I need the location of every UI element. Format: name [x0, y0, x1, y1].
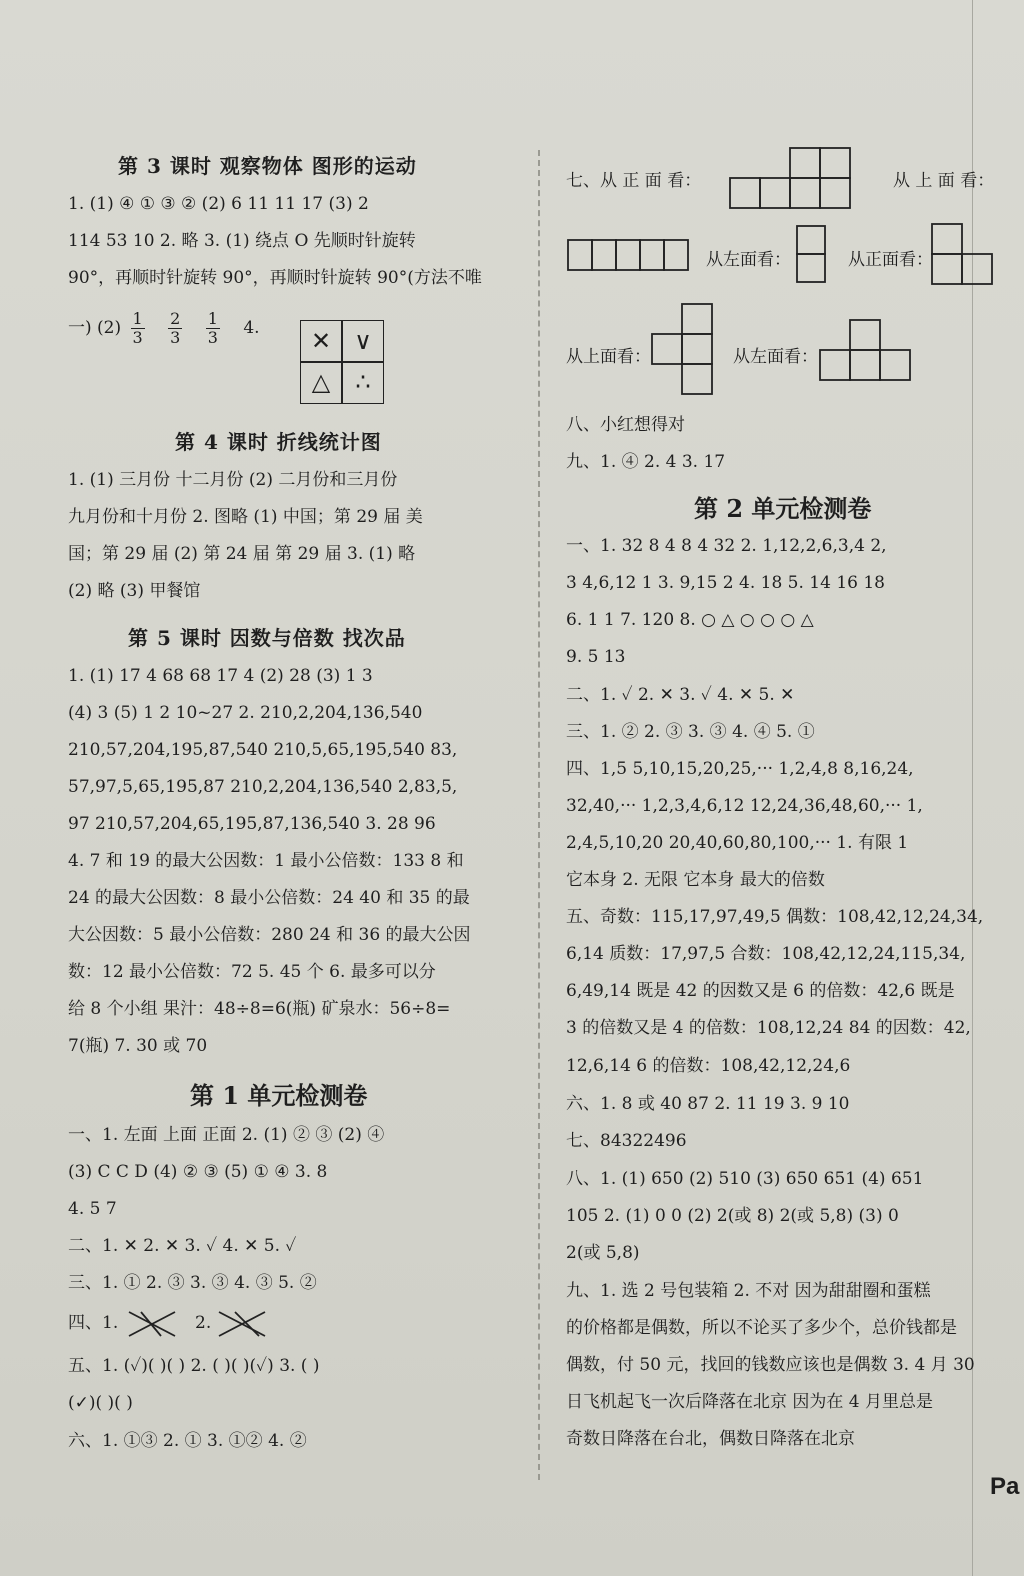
line-matching-diagram [215, 1306, 270, 1340]
text-line: 2(或 5,8) [566, 1243, 640, 1263]
text-line: 4. 7 和 19 的最大公因数：1 最小公倍数：133 8 和 [68, 851, 464, 871]
top-view-shape-2 [650, 302, 716, 400]
text-line: 3 的倍数又是 4 的倍数：108,12,24 84 的因数：42, [566, 1018, 971, 1038]
view-cell [820, 148, 850, 178]
text-line: 三、1. ② 2. ③ 3. ③ 4. ④ 5. ① [566, 722, 815, 742]
fraction [168, 310, 182, 347]
text-line: 6,49,14 既是 42 的因数又是 6 的倍数：42,6 既是 [566, 981, 955, 1001]
left-view-shape-2 [818, 318, 916, 384]
text-line: 二、1. ✕ 2. ✕ 3. ✓ 4. ✕ 5. ✓ [68, 1236, 297, 1256]
text-line: 九、1. 选 2 号包装箱 2. 不对 因为甜甜圈和蛋糕 [566, 1281, 931, 1301]
view-cell [568, 240, 592, 270]
view-cell [790, 178, 820, 208]
text-line: 9. 5 13 [566, 647, 626, 667]
text-line: 七、84322496 [566, 1131, 687, 1151]
view-label: 从上面看： [566, 347, 651, 367]
vee-symbol-icon: ∨ [354, 327, 372, 355]
text-line: 给 8 个小组 果汁：48÷8=6(瓶) 矿泉水：56÷8= [68, 999, 451, 1019]
section-3-title: 第 3 课时 观察物体 图形的运动 [118, 154, 417, 178]
unit-1-title: 第 1 单元检测卷 [190, 1081, 368, 1110]
fraction-denominator: 3 [170, 328, 181, 347]
text-line: 的价格都是偶数，所以不论买了多少个，总价钱都是 [566, 1318, 957, 1338]
view-cell [682, 304, 712, 334]
text-line: 6,14 质数：17,97,5 合数：108,42,12,24,115,34, [566, 944, 966, 964]
text-line: 偶数，付 50 元，找回的钱数应该也是偶数 3. 4 月 30 [566, 1355, 975, 1375]
view-cell [820, 350, 850, 380]
text-line: 九月份和十月份 2. 图略 (1) 中国；第 29 届 美 [68, 507, 423, 527]
text-line: 6. 1 1 7. 120 8. ○ △ ○ ○ ○ △ [566, 610, 814, 630]
text-line: 八、1. (1) 650 (2) 510 (3) 650 651 (4) 651 [566, 1169, 924, 1189]
view-cell [820, 178, 850, 208]
view-cell [850, 350, 880, 380]
section-5-title: 第 5 课时 因数与倍数 找次品 [128, 626, 406, 650]
text-line: 六、1. ①③ 2. ① 3. ①② 4. ② [68, 1431, 307, 1451]
view-cell [790, 148, 820, 178]
front-view-shape [728, 145, 858, 211]
text-line: 12,6,14 6 的倍数：108,42,12,24,6 [566, 1056, 851, 1076]
view-label: 从 上 面 看： [893, 171, 995, 191]
text-line: 1. (1) 三月份 十二月份 (2) 二月份和三月份 [68, 470, 398, 490]
page-tag: Pa [990, 1473, 1020, 1500]
text-line: 105 2. (1) 0 0 (2) 2(或 8) 2(或 5,8) (3) 0 [566, 1206, 899, 1226]
question-number: 4. [243, 318, 260, 338]
fraction-numerator: 1 [207, 309, 218, 328]
view-cell [682, 334, 712, 364]
text-line: 4. 5 7 [68, 1199, 117, 1219]
triangle-symbol-icon: △ [311, 368, 331, 396]
view-cell [760, 178, 790, 208]
view-cell [932, 254, 962, 284]
fraction-line [68, 308, 260, 348]
view-label: 从正面看： [848, 250, 933, 270]
text-line: 114 53 10 2. 略 3. (1) 绕点 O 先顺时针旋转 [68, 231, 416, 251]
fraction [131, 310, 145, 347]
question-number: 2. [195, 1313, 212, 1333]
text-line: 32,40,··· 1,2,3,4,6,12 12,24,36,48,60,··· 1, [566, 796, 923, 816]
text-line: 三、1. ① 2. ③ 3. ③ 4. ③ 5. ② [68, 1273, 317, 1293]
view-cell [797, 226, 825, 254]
view-cell [682, 364, 712, 394]
section-4-title: 第 4 课时 折线统计图 [175, 430, 382, 454]
view-label: 从左面看： [733, 347, 818, 367]
fraction-numerator: 1 [132, 309, 143, 328]
text-line: 2,4,5,10,20 20,40,60,80,100,··· 1. 有限 1 [566, 833, 909, 853]
text-line: 五、奇数：115,17,97,49,5 偶数：108,42,12,24,34, [566, 907, 984, 927]
view-cell [616, 240, 640, 270]
dots-symbol-icon: ∴ [355, 368, 371, 396]
view-label: 七、从 正 面 看： [566, 171, 702, 191]
text-line: 六、1. 8 或 40 87 2. 11 19 3. 9 10 [566, 1094, 850, 1114]
text-line: 24 的最大公因数：8 最小公倍数：24 40 和 35 的最 [68, 888, 470, 908]
text-line: 1. (1) 17 4 68 68 17 4 (2) 28 (3) 1 3 [68, 666, 373, 686]
text-line: (2) 略 (3) 甲餐馆 [68, 581, 201, 601]
front-view-shape-2 [930, 222, 998, 288]
text-line: 97 210,57,204,65,195,87,136,540 3. 28 96 [68, 814, 436, 834]
text-line: 1. (1) ④ ① ③ ② (2) 6 11 11 17 (3) 2 [68, 194, 369, 214]
view-cell [932, 224, 962, 254]
text-line: (3) C C D (4) ② ③ (5) ① ④ 3. 8 [68, 1162, 328, 1182]
text-line: 一、1. 左面 上面 正面 2. (1) ② ③ (2) ④ [68, 1125, 385, 1145]
text-line: 大公因数：5 最小公倍数：280 24 和 36 的最大公因 [68, 925, 471, 945]
text-line: 数：12 最小公倍数：72 5. 45 个 6. 最多可以分 [68, 962, 436, 982]
text-line: (4) 3 (5) 1 2 10~27 2. 210,2,204,136,540 [68, 703, 423, 723]
fraction-denominator: 3 [132, 328, 143, 347]
text-line: 3 4,6,12 1 3. 9,15 2 4. 18 5. 14 16 18 [566, 573, 885, 593]
fraction-numerator: 2 [170, 309, 181, 328]
text-line: 奇数日降落在台北，偶数日降落在北京 [566, 1429, 855, 1449]
text-line: 国；第 29 届 (2) 第 24 届 第 29 届 3. (1) 略 [68, 544, 416, 564]
symbol-grid [300, 320, 384, 404]
text-line: 日飞机起飞一次后降落在北京 因为在 4 月里总是 [566, 1392, 934, 1412]
view-cell [730, 178, 760, 208]
view-cell [880, 350, 910, 380]
line-matching-diagram [125, 1306, 180, 1340]
view-cell [850, 320, 880, 350]
question-number: 四、1. [68, 1313, 119, 1333]
text-line: (✓)( )( ) [68, 1393, 133, 1413]
match-line [235, 1312, 259, 1336]
text-line: 7(瓶) 7. 30 或 70 [68, 1036, 208, 1056]
fraction-prefix: 一) (2) [68, 318, 122, 338]
text-line: 210,57,204,195,87,540 210,5,65,195,540 83, [68, 740, 458, 760]
left-view-shape [795, 224, 829, 288]
text-line: 二、1. ✓ 2. ✕ 3. ✓ 4. ✕ 5. ✕ [566, 685, 795, 705]
text-line: 一、1. 32 8 4 8 4 32 2. 1,12,2,6,3,4 2, [566, 536, 887, 556]
text-line: 五、1. (✓)( )( ) 2. ( )( )(✓) 3. ( ) [68, 1356, 320, 1376]
match-line [141, 1312, 161, 1336]
unit-2-title: 第 2 单元检测卷 [694, 494, 872, 523]
view-cell [592, 240, 616, 270]
text-line: 八、小红想得对 [566, 415, 685, 435]
cross-symbol-icon: ✕ [310, 327, 332, 355]
fraction-denominator: 3 [207, 328, 218, 347]
view-cell [652, 334, 682, 364]
text-line: 四、1,5 5,10,15,20,25,··· 1,2,4,8 8,16,24, [566, 759, 914, 779]
view-cell [664, 240, 688, 270]
text-line: 九、1. ④ 2. 4 3. 17 [566, 452, 726, 472]
view-cell [640, 240, 664, 270]
text-line: 它本身 2. 无限 它本身 最大的倍数 [566, 870, 825, 890]
text-line: 90°，再顺时针旋转 90°，再顺时针旋转 90°(方法不唯 [68, 268, 482, 288]
view-cell [962, 254, 992, 284]
text-line: 57,97,5,65,195,87 210,2,204,136,540 2,83,5, [68, 777, 458, 797]
view-cell [797, 254, 825, 282]
fraction [206, 310, 220, 347]
view-label: 从左面看： [706, 250, 791, 270]
top-view-shape [566, 238, 692, 272]
